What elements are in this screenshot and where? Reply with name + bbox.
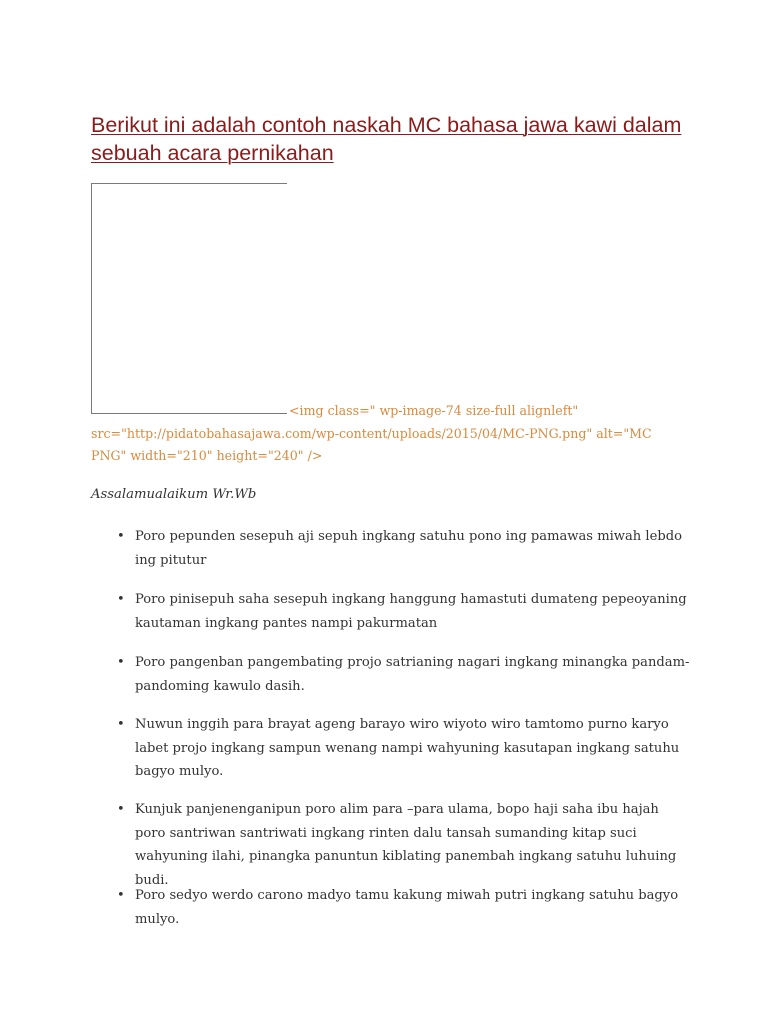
bullet-icon: • bbox=[117, 888, 125, 903]
bullet-icon: • bbox=[117, 717, 125, 732]
list-item bbox=[117, 525, 690, 572]
bullet-icon: • bbox=[117, 529, 125, 544]
list-item-text: Poro sedyo werdo carono madyo tamu kakung miwah putri ingkang satuhu bagyo mulyo. bbox=[135, 888, 679, 927]
list-item bbox=[117, 588, 690, 635]
greeting-text: Assalamualaikum Wr.Wb bbox=[91, 487, 257, 502]
bullet-icon: • bbox=[117, 802, 125, 817]
list-item-text: Poro pinisepuh saha sesepuh ingkang hanggung hamastuti dumateng pepeoyaning kautaman ingkang pantes nampi pakurmatan bbox=[135, 592, 687, 631]
list-item-text: Kunjuk panjenenganipun poro alim para –para ulama, bopo haji saha ibu hajah poro santriwan santriwati ingkang rinten dalu tansah sumanding kitap suci wahyuning ilahi, pinangka panuntun kiblating panembah ingkang satuhu luhuing budi. bbox=[135, 802, 677, 888]
article-title-link[interactable]: Berikut ini adalah contoh naskah MC bahasa jawa kawi dalam sebuah acara pernikahan bbox=[91, 113, 682, 165]
bullet-icon: • bbox=[117, 592, 125, 607]
image-code-text: <img class=" wp-image-74 size-full alignleft" src="http://pidatobahasajawa.com/wp-content/uploads/2015/04/MC-PNG.png" alt="MC PNG" width="210" height="240" /> bbox=[91, 403, 652, 463]
list-item bbox=[117, 713, 690, 784]
bullet-icon: • bbox=[117, 655, 125, 670]
list-item bbox=[117, 798, 690, 892]
list-item-text: Poro pepunden sesepuh aji sepuh ingkang satuhu pono ing pamawas miwah lebdo ing pitutur bbox=[135, 529, 682, 568]
list-item-text: Poro pangenban pangembating projo satrianing nagari ingkang minangka pandam-pandoming kawulo dasih. bbox=[135, 655, 690, 694]
list-item-text: Nuwun inggih para brayat ageng barayo wiro wiyoto wiro tamtomo purno karyo labet projo ingkang sampun wenang nampi wahyuning kasutapan ingkang satuhu bagyo mulyo. bbox=[135, 717, 680, 779]
list-item bbox=[117, 651, 690, 698]
broken-image-placeholder bbox=[91, 183, 287, 414]
list-item bbox=[117, 884, 690, 931]
